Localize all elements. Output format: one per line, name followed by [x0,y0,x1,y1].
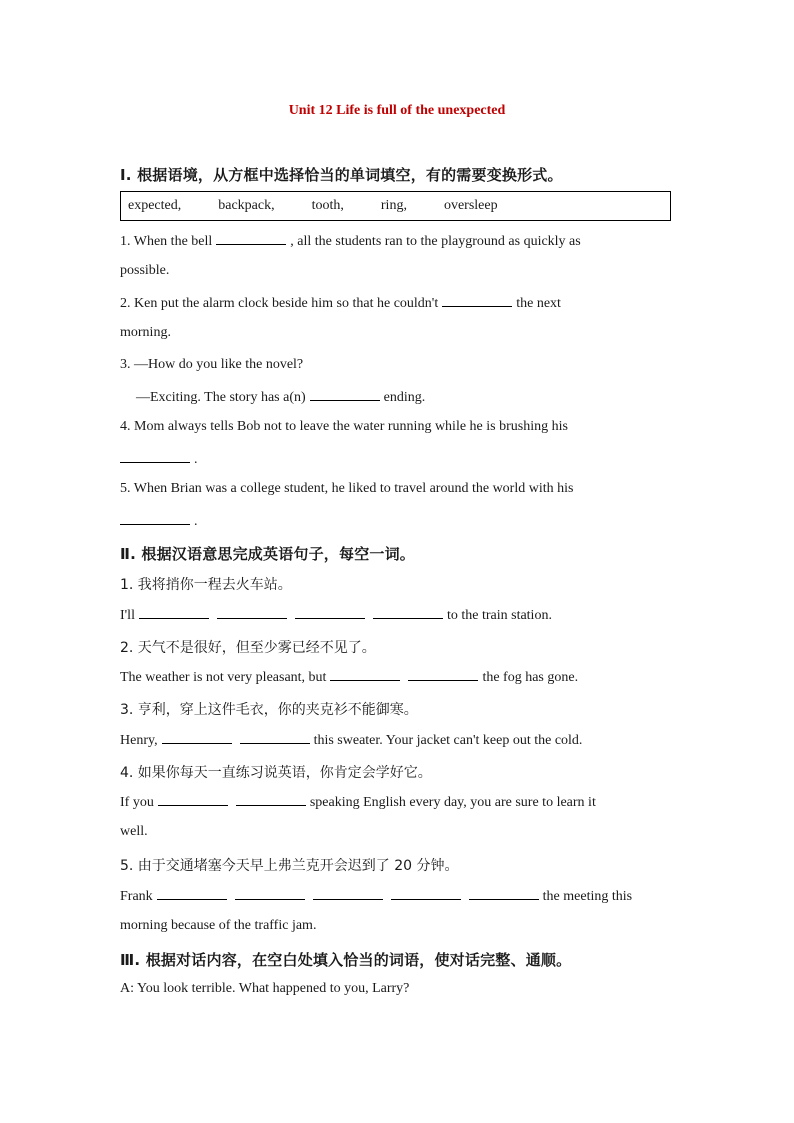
s1-q4-line1: 4. Mom always tells Bob not to leave the water running while he is brushing his [120,419,568,434]
answer-blank[interactable] [442,294,512,307]
answer-blank[interactable] [120,450,190,463]
s2-q4-english-line2: well. [120,824,148,839]
answer-blank[interactable] [235,887,305,900]
answer-blank[interactable] [236,793,306,806]
answer-blank[interactable] [408,668,478,681]
s1-q2-line1: 2. Ken put the alarm clock beside him so that he couldn't the next [120,296,561,311]
s1-q2-line2: morning. [120,325,171,340]
word-bank-item: oversleep [443,198,498,213]
s1-q1-line1: 1. When the bell , all the students ran to the playground as quickly as [120,234,581,249]
section1-heading: Ⅰ. 根据语境，从方框中选择恰当的单词填空，有的需要变换形式。 [120,166,563,184]
word-bank-item: ring, [380,198,407,213]
answer-blank[interactable] [120,512,190,525]
answer-blank[interactable] [216,232,286,245]
page-title: Unit 12 Life is full of the unexpected [288,103,506,118]
s2-q1-chinese: 1. 我将捎你一程去火车站。 [120,577,292,593]
answer-blank[interactable] [162,731,232,744]
s1-q4-line2: . [120,450,198,468]
answer-blank[interactable] [240,731,310,744]
s1-q1-line2: possible. [120,263,170,278]
answer-blank[interactable] [373,606,443,619]
section2-heading: Ⅱ. 根据汉语意思完成英语句子，每空一词。 [120,545,416,563]
s1-q5-line1: 5. When Brian was a college student, he liked to travel around the world with his [120,481,574,496]
word-bank-item: tooth, [311,198,344,213]
answer-blank[interactable] [217,606,287,619]
answer-blank[interactable] [330,668,400,681]
s1-q5-line2: . [120,512,198,530]
answer-blank[interactable] [313,887,383,900]
s2-q4-english: If you speaking English every day, you are sure to learn it [120,795,596,810]
s3-dialogue-line: A: You look terrible. What happened to you, Larry? [120,981,410,996]
s1-q3-line1: 3. —How do you like the novel? [120,357,304,372]
s2-q5-chinese: 5. 由于交通堵塞今天早上弗兰克开会迟到了 20 分钟。 [120,858,459,874]
answer-blank[interactable] [469,887,539,900]
s2-q3-english: Henry, this sweater. Your jacket can't keep out the cold. [120,733,583,748]
word-bank-item: backpack, [218,198,275,213]
s2-q5-english: Frank the meeting this [120,889,633,904]
word-bank-item: expected, [128,198,182,213]
answer-blank[interactable] [157,887,227,900]
s2-q3-chinese: 3. 亨利，穿上这件毛衣，你的夹克衫不能御寒。 [120,702,418,718]
s2-q2-english: The weather is not very pleasant, but the fog has gone. [120,670,579,685]
section3-heading: Ⅲ. 根据对话内容，在空白处填入恰当的词语，使对话完整、通顺。 [120,951,572,969]
word-bank-box [120,191,671,221]
s2-q1-english: I'll to the train station. [120,608,552,623]
answer-blank[interactable] [158,793,228,806]
s2-q4-chinese: 4. 如果你每天一直练习说英语，你肯定会学好它。 [120,765,432,781]
s2-q2-chinese: 2. 天气不是很好，但至少雾已经不见了。 [120,640,376,656]
s1-q3-line2: —Exciting. The story has a(n) ending. [136,390,426,405]
answer-blank[interactable] [139,606,209,619]
s2-q5-english-line2: morning because of the traffic jam. [120,918,317,933]
answer-blank[interactable] [391,887,461,900]
answer-blank[interactable] [310,388,380,401]
answer-blank[interactable] [295,606,365,619]
